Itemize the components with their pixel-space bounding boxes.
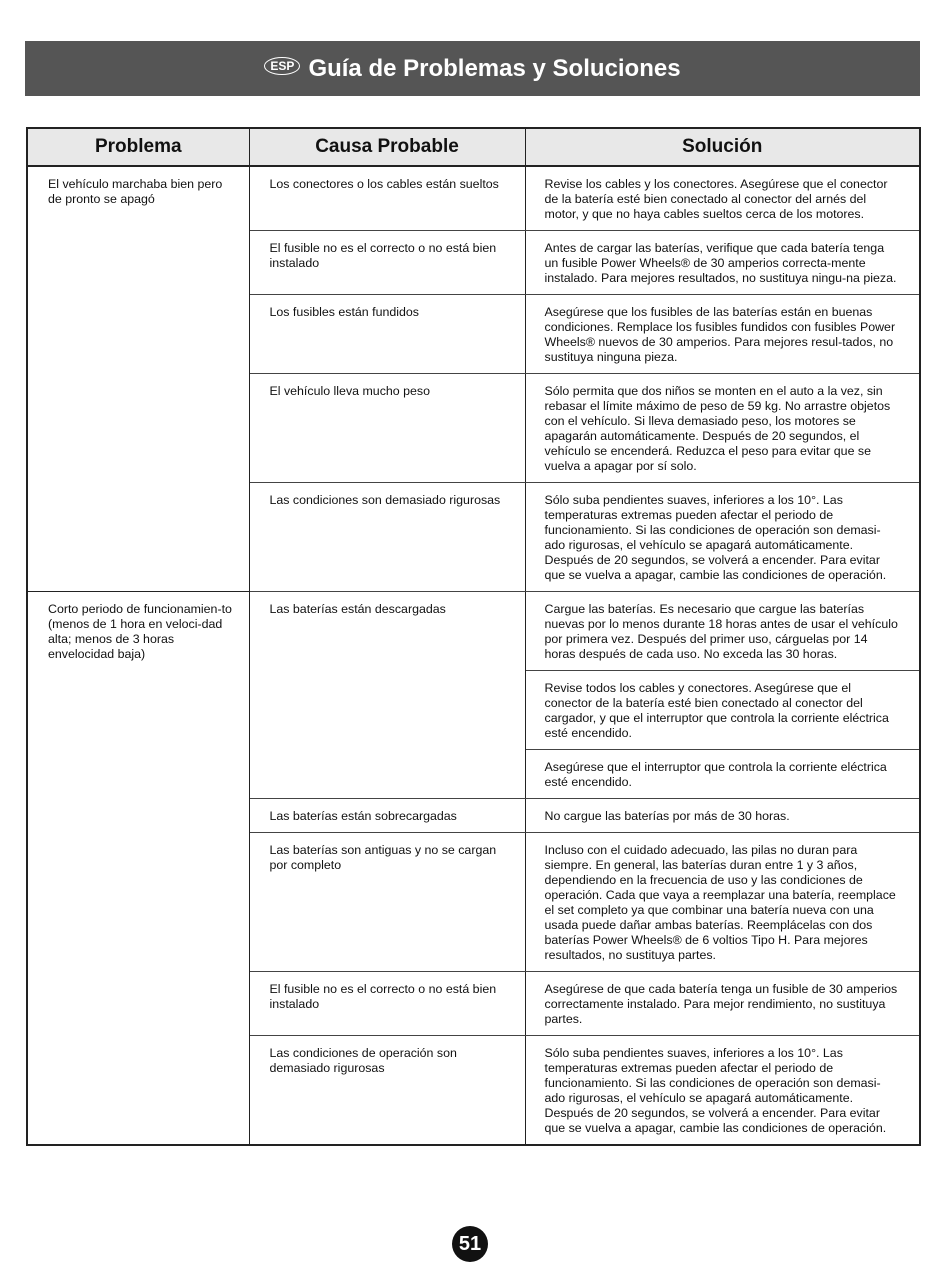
cause-cell: El vehículo lleva mucho peso: [249, 374, 525, 483]
cause-cell: Las baterías están sobrecargadas: [249, 799, 525, 833]
solution-cell: Asegúrese de que cada batería tenga un fusible de 30 amperios correctamente instalado. Para mejor rendimiento, no sustituya partes.: [525, 972, 920, 1036]
table-row: [27, 166, 920, 231]
language-badge: ESP: [264, 57, 300, 75]
solution-cell: Sólo suba pendientes suaves, inferiores a los 10°. Las temperaturas extremas pueden afectar el periodo de funcionamiento. Si las condiciones de operación son demasi-ado rigurosas, el vehículo se apagará automáticamente. Después de 20 segundos, se volverá a encender. Para evitar que se vuelva a apagar, cambie las condiciones de operación.: [525, 1036, 920, 1146]
table-header-row: [27, 128, 920, 166]
cause-cell: Los conectores o los cables están sueltos: [249, 166, 525, 231]
column-header-solution: Solución: [525, 128, 920, 166]
table-body: [27, 166, 920, 1145]
cause-cell: El fusible no es el correcto o no está bien instalado: [249, 231, 525, 295]
cause-cell: Las condiciones son demasiado rigurosas: [249, 483, 525, 592]
cause-cell: El fusible no es el correcto o no está bien instalado: [249, 972, 525, 1036]
page-number: 51: [452, 1226, 488, 1262]
problem-cell: Corto periodo de funcionamien-to (menos de 1 hora en veloci-dad alta; menos de 3 horas envelocidad baja): [27, 592, 249, 1146]
solution-cell: Revise los cables y los conectores. Asegúrese que el conector de la batería esté bien conectado al conector del arnés del motor, y que no haya cables sueltos cerca de los motores.: [525, 166, 920, 231]
column-header-problem: Problema: [27, 128, 249, 166]
solution-cell: No cargue las baterías por más de 30 horas.: [525, 799, 920, 833]
troubleshooting-table: [26, 127, 921, 1146]
solution-cell: Sólo suba pendientes suaves, inferiores a los 10°. Las temperaturas extremas pueden afectar el periodo de funcionamiento. Si las condiciones de operación son demasi-ado rigurosas, el vehículo se apagará automáticamente. Después de 20 segundos, se volverá a encender. Para evitar que se vuelva a apagar, cambie las condiciones de operación.: [525, 483, 920, 592]
problem-cell: El vehículo marchaba bien pero de pronto se apagó: [27, 166, 249, 592]
solution-cell: Sólo permita que dos niños se monten en el auto a la vez, sin rebasar el límite máximo de peso de 59 kg. No arrastre objetos con el vehículo. Si lleva demasiado peso, los motores se apagarán automáticamente. Después de 20 segundos, el vehículo se encenderá. Reduzca el peso para evitar que se vuelva a apagar por sí solo.: [525, 374, 920, 483]
cause-cell: Las baterías son antiguas y no se cargan por completo: [249, 833, 525, 972]
solution-cell: Asegúrese que los fusibles de las baterías están en buenas condiciones. Remplace los fusibles fundidos con fusibles Power Wheels® nuevos de 30 amperios. Para mejores resul-tados, no sustituya ninguna pieza.: [525, 295, 920, 374]
solution-cell: Antes de cargar las baterías, verifique que cada batería tenga un fusible Power Wheels® de 30 amperios correcta-mente instalado. Para mejores resultados, no sustituya ningu-na pieza.: [525, 231, 920, 295]
cause-cell: Los fusibles están fundidos: [249, 295, 525, 374]
header-banner: [25, 41, 920, 96]
solution-cell: Revise todos los cables y conectores. Asegúrese que el conector de la batería esté bien conectado al conector del cargador, y que el interruptor que controla la corriente eléctrica esté encendido.: [525, 671, 920, 750]
column-header-cause: Causa Probable: [249, 128, 525, 166]
page-title: Guía de Problemas y Soluciones: [308, 54, 681, 82]
solution-cell: Cargue las baterías. Es necesario que cargue las baterías nuevas por lo menos durante 18 horas antes de usar el vehículo por primera vez. Después del primer uso, cárguelas por 14 horas después de cada uso. No exceda las 30 horas.: [525, 592, 920, 671]
cause-cell: Las condiciones de operación son demasiado rigurosas: [249, 1036, 525, 1146]
solution-cell: Asegúrese que el interruptor que controla la corriente eléctrica esté encendido.: [525, 750, 920, 799]
cause-cell: Las baterías están descargadas: [249, 592, 525, 799]
solution-cell: Incluso con el cuidado adecuado, las pilas no duran para siempre. En general, las baterías duran entre 1 y 3 años, dependiendo en la frecuencia de uso y las condiciones de operación. Cada que vaya a reemplazar una batería, reemplace el set completo ya que combinar una batería nueva con una usada puede dañar ambas baterías. Reemplácelas con dos baterías Power Wheels® de 6 voltios Tipo H. Para mejores resultados, no sustituya partes.: [525, 833, 920, 972]
table-row: [27, 592, 920, 671]
